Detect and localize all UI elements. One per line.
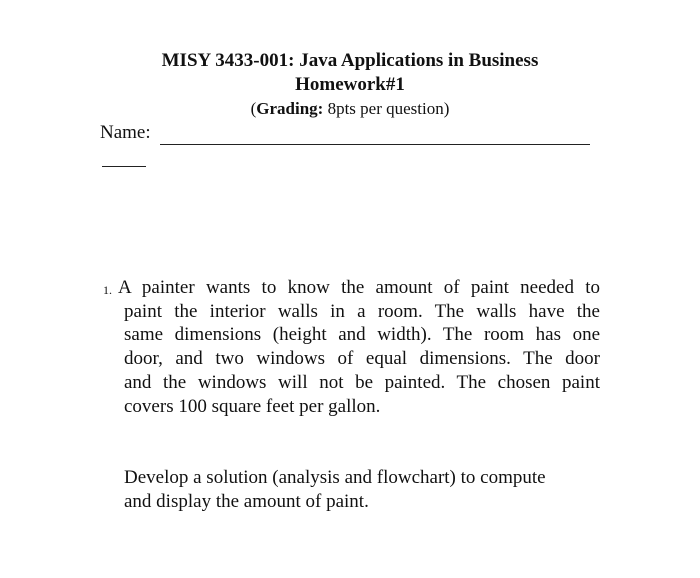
question-line: same dimensions (height and width). The room has one	[124, 324, 600, 345]
question-line: paint the interior walls in a room. The walls have the	[124, 301, 600, 322]
question-line: A painter wants to know the amount of paint needed to	[118, 277, 600, 298]
document-subtitle: Homework#1	[295, 74, 405, 95]
task-line: and display the amount of paint.	[124, 491, 369, 512]
name-underline	[160, 144, 590, 145]
question-line: door, and two windows of equal dimensions. The door	[124, 348, 600, 369]
name-label: Name:	[100, 122, 151, 143]
grading-open: (	[250, 99, 257, 118]
question-number: 1.	[103, 283, 112, 297]
document-title: MISY 3433-001: Java Applications in Business	[161, 50, 539, 71]
grading-note	[0, 98, 700, 120]
question-line: and the windows will not be painted. The chosen paint	[124, 372, 600, 393]
task-line: Develop a solution (analysis and flowchart) to compute	[124, 467, 546, 488]
name-underline-continued	[102, 166, 146, 167]
question-line: covers 100 square feet per gallon.	[124, 396, 381, 417]
grading-label: Grading:	[256, 99, 324, 118]
grading-value: 8pts per question)	[323, 99, 450, 118]
